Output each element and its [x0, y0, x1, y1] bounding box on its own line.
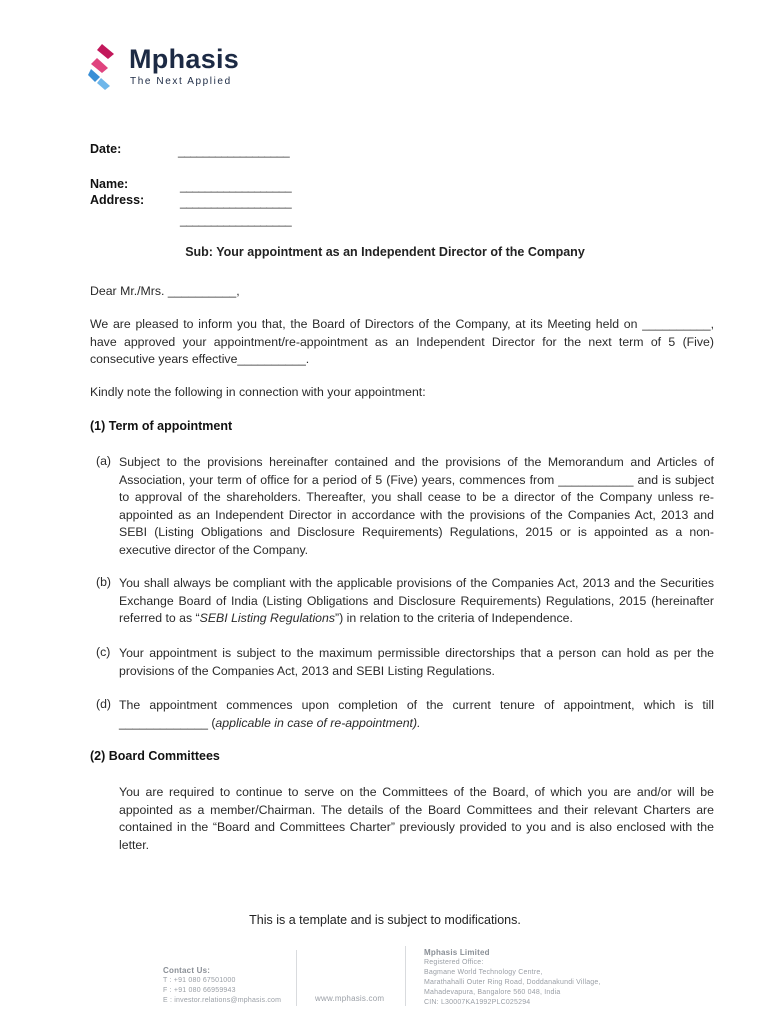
intro-paragraph: We are pleased to inform you that, the Board of Directors of the Company, at its Meeting held on __________, have approved your appointment/re-appointment as an Independent Director for the next term of 5 (Five) consecutive years effective__________.	[90, 317, 714, 367]
footer-contact	[163, 966, 281, 1006]
registered-office-label: Registered Office:	[424, 959, 484, 966]
cin-number: CIN: L30007KA1992PLC025294	[424, 999, 531, 1006]
date-blank: __________________	[178, 144, 290, 158]
address-label: Address:	[90, 193, 145, 207]
item-b-label: (b)	[96, 575, 112, 589]
address-line-1: Bagmane World Technology Centre,	[424, 969, 543, 976]
section-2-text: You are required to continue to serve on the Committees of the Board, of which you are and/or will be appointed as a member/Chairman. The details of the Board Committees and their relevant Charters are contained in the “Board and Committees Charter” previously provided to you and is also enclosed with the letter.	[119, 785, 714, 852]
name-blank: __________________	[180, 179, 292, 193]
footer-registered	[424, 948, 601, 1008]
company-name: Mphasis Limited	[424, 948, 490, 957]
item-a-text: Subject to the provisions hereinafter contained and the provisions of the Memorandum and Articles of Association, your term of office for a period of 5 (Five) years, commences from ___________ and is subject to approval of the shareholders. Thereafter, you shall cease to be a director of the Company unless re-appointed as an Independent Director in accordance with the provisions of the Companies Act, 2013 and SEBI (Listing Obligations and Disclosure Requirements) Regulations, 2015 or is appointed as a non-executive director of the Company.	[119, 455, 714, 557]
item-b-text	[119, 575, 714, 628]
footer-divider-2	[405, 946, 406, 1006]
address-blank-2: __________________	[180, 213, 292, 227]
item-c-text: Your appointment is subject to the maximum permissible directorships that a person can hold as per the provisions of the Companies Act, 2013 and SEBI Listing Regulations.	[119, 646, 714, 678]
mphasis-logo-icon	[88, 42, 124, 92]
name-label: Name:	[90, 177, 129, 191]
section-1-heading: (1) Term of appointment	[90, 419, 233, 433]
contact-phone: T : +91 080 67501000	[163, 977, 236, 984]
address-blank-1: __________________	[180, 195, 292, 209]
contact-fax: F : +91 080 66959943	[163, 987, 236, 994]
item-d-text	[119, 697, 714, 732]
logo-tagline: The Next Applied	[130, 76, 232, 87]
address-line-3: Mahadevapura, Bangalore 560 048, India	[424, 989, 561, 996]
footer-divider-1	[296, 950, 297, 1006]
item-a-label: (a)	[96, 454, 112, 468]
logo-name: Mphasis	[129, 44, 240, 74]
item-d-text-em: applicable in case of re-appointment).	[215, 715, 421, 730]
item-b-text-pre: You shall always be compliant with the applicable provisions of the Companies Act, 2013 and the Securities Exchange Board of India (Listing Obligations and Disclosure Requirements) Regulations, 2015 (hereinafter referred to as “	[119, 576, 714, 626]
item-d-label: (d)	[96, 697, 112, 711]
footer-website[interactable]: www.mphasis.com	[315, 994, 385, 1003]
item-d-text-pre: The appointment commences upon completion of the current tenure of appointment, which is till _____________ (	[119, 698, 714, 730]
kindly-note: Kindly note the following in connection with your appointment:	[90, 385, 426, 399]
address-line-2: Marathahalli Outer Ring Road, Doddanakundi Village,	[424, 979, 601, 986]
date-label: Date:	[90, 142, 122, 156]
contact-heading: Contact Us:	[163, 966, 211, 975]
item-c-label: (c)	[96, 645, 111, 659]
salutation: Dear Mr./Mrs. __________,	[90, 284, 240, 298]
contact-email[interactable]: E : investor.relations@mphasis.com	[163, 997, 282, 1004]
item-b-text-post: ”) in relation to the criteria of Independence.	[335, 611, 573, 626]
section-2-heading: (2) Board Committees	[90, 749, 220, 763]
subject-line: Sub: Your appointment as an Independent Director of the Company	[185, 245, 585, 259]
template-note: This is a template and is subject to modifications.	[249, 913, 521, 927]
item-b-text-em: SEBI Listing Regulations	[199, 611, 336, 626]
